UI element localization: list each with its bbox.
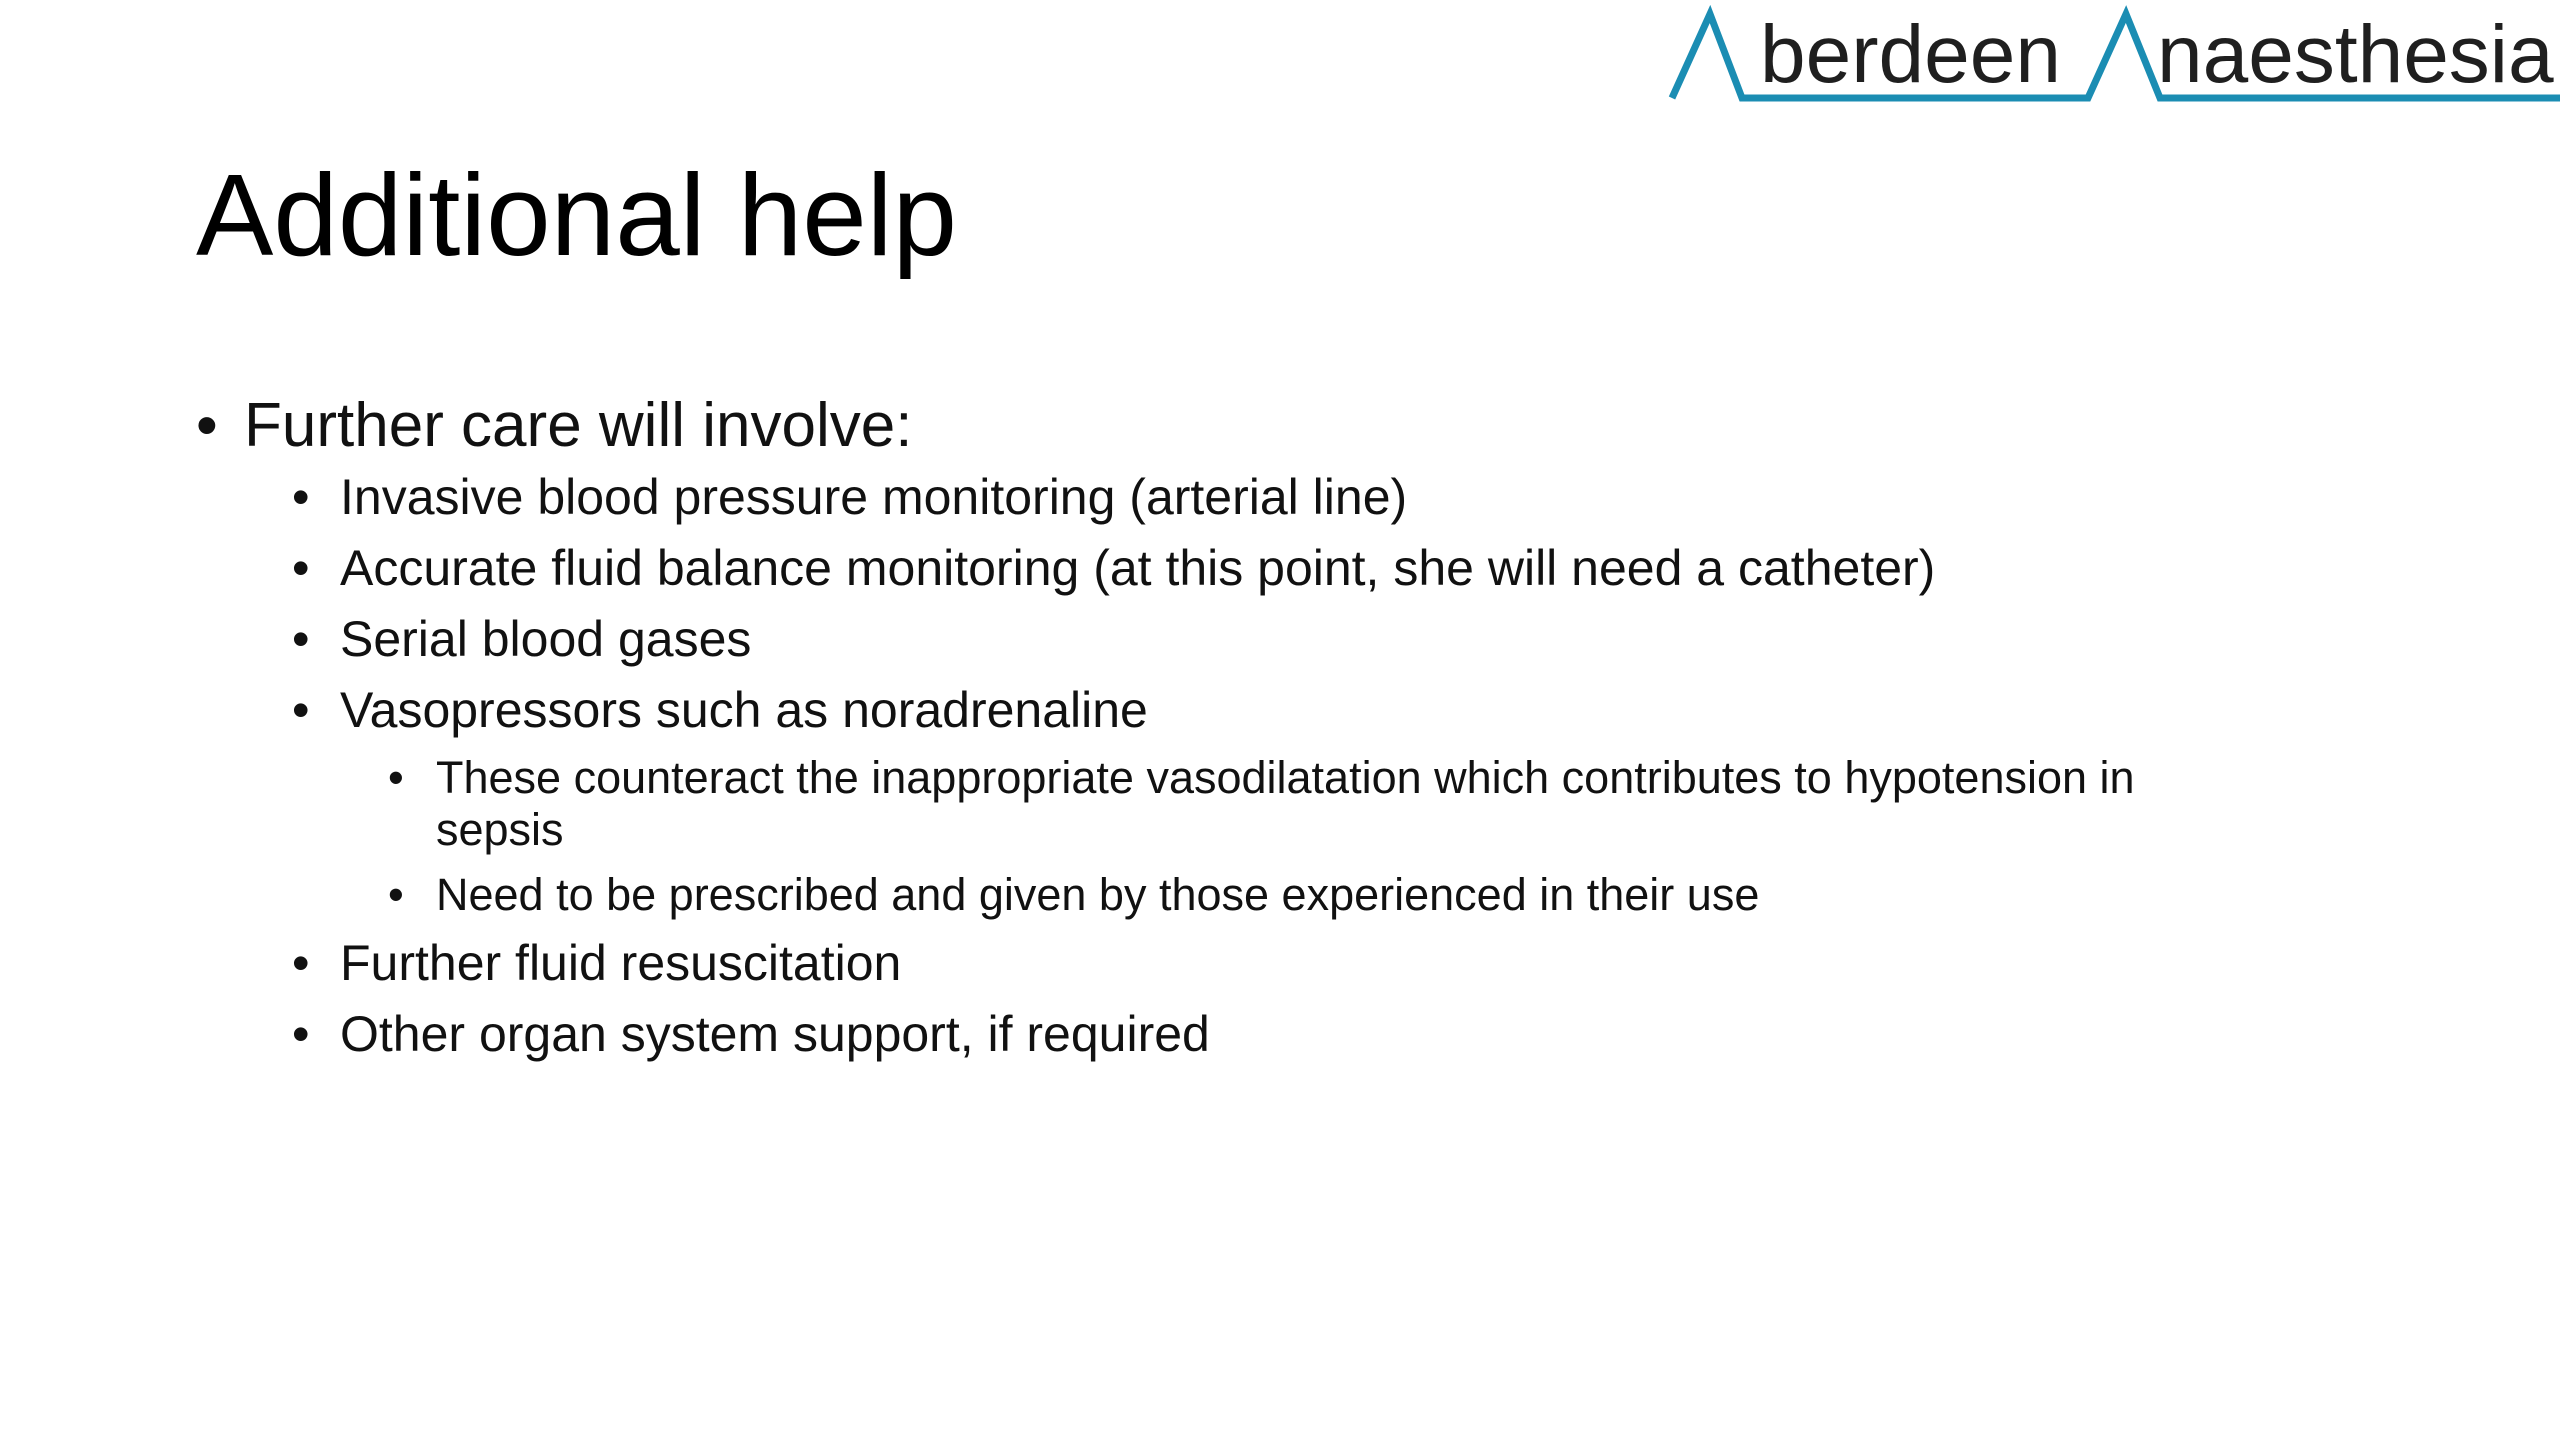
bullet-icon: • [196,391,218,460]
bullet-text: Accurate fluid balance monitoring (at this point, she will need a catheter) [340,540,1936,596]
bullet-icon: • [292,469,310,525]
bullet-list [196,390,2296,1076]
bullet-text: Other organ system support, if required [340,1006,1210,1062]
bullet-text: Need to be prescribed and given by those experienced in their use [436,869,1760,920]
bullet-text: Invasive blood pressure monitoring (arterial line) [340,469,1408,525]
bullet-text: These counteract the inappropriate vasodilatation which contributes to hypotension in sepsis [436,752,2135,855]
bullet-icon: • [388,752,404,803]
logo-word-aberdeen: berdeen [1760,9,2061,100]
slide-title: Additional help [196,150,958,280]
sub-bullet-item [292,934,2296,992]
bullet-text: Vasopressors such as noradrenaline [340,682,1148,738]
sub-bullet-item [292,1005,2296,1063]
bullet-icon: • [292,1006,310,1062]
sub-bullet-item [292,681,2296,739]
bullet-text: Serial blood gases [340,611,752,667]
bullet-text: Further fluid resuscitation [340,935,902,991]
bullet-icon: • [292,540,310,596]
bullet-icon: • [292,611,310,667]
bullet-icon: • [388,869,404,920]
bullet-text: Further care will involve: [244,391,913,460]
sub-bullet-item [292,468,2296,526]
aberdeen-anaesthesia-logo [1668,0,2560,110]
bullet-icon: • [292,682,310,738]
sub-sub-bullet-item [388,752,2256,856]
sub-bullet-item [292,610,2296,668]
sub-bullet-item [292,539,2296,597]
bullet-item [196,390,2296,462]
bullet-icon: • [292,935,310,991]
sub-sub-bullet-item [388,869,2256,921]
logo-word-anaesthesia: naesthesia [2157,9,2554,100]
